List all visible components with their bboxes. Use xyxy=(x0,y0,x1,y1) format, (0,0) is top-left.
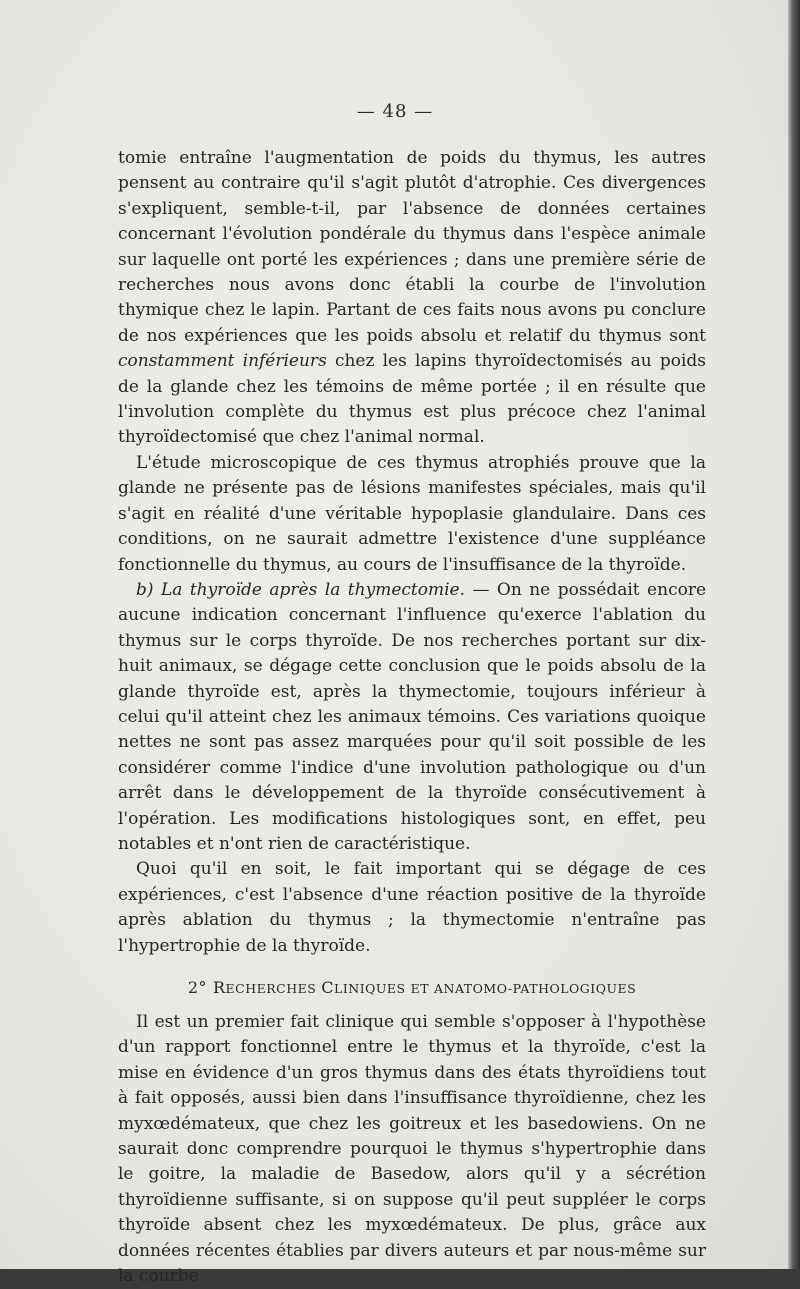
emphasis-text: constamment inférieurs xyxy=(118,351,327,372)
heading-word-1: ECHERCHES xyxy=(225,981,317,996)
paragraph-1-end: chez les lapins thyroïdectomisés au poids de la glande chez les témoins de même portée ; il en résulte que l'involution complète du thymus est plus précoce chez l'animal thyroïdectomisé que chez l'animal normal. xyxy=(118,351,706,448)
heading-cap-1: R xyxy=(213,978,226,997)
paragraph-1 xyxy=(118,146,706,451)
paragraph-3 xyxy=(118,578,706,857)
body-text xyxy=(118,146,706,1289)
subsection-label: b) La thyroïde après la thymectomie. xyxy=(136,579,465,600)
paragraph-2: L'étude microscopique de ces thymus atrophiés prouve que la glande ne présente pas de lésions manifestes spéciales, mais qu'il s'agit en réalité d'une véritable hypoplasie glandulaire. Dans ces conditions, on ne saurait admettre l'existence d'une suppléance fonctionnelle du thymus, au cours de l'insuffisance de la thyroïde. xyxy=(118,452,706,575)
heading-word-5: ATHOLOGIQUES xyxy=(520,981,637,996)
page-number: — 48 — xyxy=(356,101,434,122)
heading-cap-5: P xyxy=(512,981,521,996)
heading-cap-2: C xyxy=(321,978,335,997)
heading-word-2: LINIQUES xyxy=(334,981,406,996)
paragraph-5: Il est un premier fait clinique qui semble s'opposer à l'hypothèse d'un rapport fonctionnel entre le thymus et la thyroïde, c'est la mise en évidence d'un gros thymus dans des états thyroïdiens tout à fait opposés, aussi bien dans l'insuffisance thyroïdienne, chez les myxœdémateux, que chez les goitreux et les basedowiens. On ne saurait donc comprendre pourquoi le thymus s'hypertrophie dans le goitre, la maladie de Basedow, alors qu'il y a sécrétion thyroïdienne suffisante, si on suppose qu'il peut suppléer le corps thyroïde absent chez les myxœdémateux. De plus, grâce aux données récentes établies par divers auteurs et par nous-même sur la courbe xyxy=(118,1012,706,1287)
section-heading xyxy=(118,977,706,1000)
heading-word-4: NATOMO- xyxy=(443,981,513,996)
paragraph-3-text: — On ne possédait encore aucune indication concernant l'influence qu'exerce l'ablation du thymus sur le corps thyroïde. De nos recherches portant sur dix-huit animaux, se dégage cette conclusion que le poids absolu de la glande thyroïde est, après la thymectomie, toujours inférieur à celui qu'il atteint chez les animaux témoins. Ces variations quoique nettes ne sont pas assez marquées pour qu'il soit possible de les considérer comme l'indice d'une involution pathologique ou d'un arrêt dans le développement de la thyroïde consécutivement à l'opération. Les modifications histologiques sont, en effet, peu notables et n'ont rien de caractéristique. xyxy=(118,579,707,854)
section-number: 2° xyxy=(187,978,207,997)
scan-page-edge xyxy=(788,0,800,1269)
heading-cap-4: A xyxy=(434,981,444,996)
paragraph-1-text: tomie entraîne l'augmentation de poids du thymus, les autres pensent au contraire qu'il s'agit plutôt d'atrophie. Ces divergences s'expliquent, semble-t-il, par l'absence de données certaines concernant l'évolution pondérale du thymus dans l'espèce animale sur laquelle ont porté les expériences ; dans une première série de recherches nous avons donc établi la courbe de l'involution thymique chez le lapin. Partant de ces faits nous avons pu conclure de nos expériences que les poids absolu et relatif du thymus sont xyxy=(118,148,706,346)
heading-word-3: T xyxy=(420,981,430,996)
heading-cap-3: E xyxy=(410,981,421,996)
paragraph-4: Quoi qu'il en soit, le fait important qui se dégage de ces expériences, c'est l'absence d'une réaction positive de la thyroïde après ablation du thymus ; la thymectomie n'entraîne pas l'hypertrophie de la thyroïde. xyxy=(118,859,706,956)
